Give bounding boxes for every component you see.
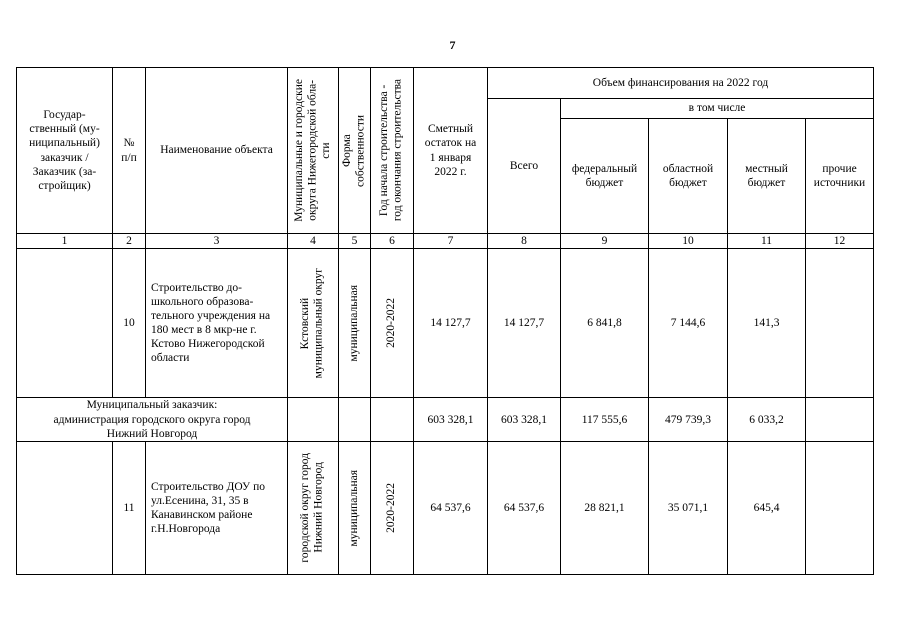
header-funding-title: Объем финансирования на 2022 год — [488, 68, 874, 99]
row-object-name: Строительство ДОУ по ул.Есенина, 31, 35 в Канавинском районе г.Н.Новгорода — [146, 442, 288, 575]
row-estimate: 64 537,6 — [414, 442, 488, 575]
row-ownership: муниципальная — [339, 249, 371, 398]
table-row — [17, 249, 874, 398]
header-regional: областной бюджет — [649, 119, 728, 234]
header-including: в том числе — [561, 99, 874, 119]
row-number: 11 — [113, 442, 146, 575]
financing-table — [16, 67, 874, 575]
row-regional: 35 071,1 — [649, 442, 728, 575]
header-object-name: Наименование объекта — [146, 68, 288, 234]
column-number: 2 — [113, 234, 146, 249]
header-total: Всего — [488, 99, 561, 234]
row-years: 2020-2022 — [371, 442, 414, 575]
row-total: 64 537,6 — [488, 442, 561, 575]
subtotal-regional: 479 739,3 — [649, 398, 728, 442]
subtotal-empty — [288, 398, 339, 442]
row-federal: 6 841,8 — [561, 249, 649, 398]
row-municipality: Кстовский муниципальный округ — [288, 249, 339, 398]
header-local: местный бюджет — [728, 119, 806, 234]
column-number: 11 — [728, 234, 806, 249]
column-number: 7 — [414, 234, 488, 249]
row-total: 14 127,7 — [488, 249, 561, 398]
header-federal: федеральный бюджет — [561, 119, 649, 234]
column-number: 6 — [371, 234, 414, 249]
subtotal-total: 603 328,1 — [488, 398, 561, 442]
column-numbers-row — [17, 234, 874, 249]
column-number: 9 — [561, 234, 649, 249]
column-number: 5 — [339, 234, 371, 249]
row-ownership: муниципальная — [339, 442, 371, 575]
row-other — [806, 249, 874, 398]
header-ownership: Форма собственности — [339, 68, 371, 234]
header-customer: Государ- ственный (му- ниципальный) заказчик / Заказчик (за- стройщик) — [17, 68, 113, 234]
column-number: 8 — [488, 234, 561, 249]
header-years: Год начала строительства - год окончания строительства — [371, 68, 414, 234]
header-number: № п/п — [113, 68, 146, 234]
row-number: 10 — [113, 249, 146, 398]
row-local: 645,4 — [728, 442, 806, 575]
page-number: 7 — [449, 38, 456, 52]
subtotal-row — [17, 398, 874, 442]
subtotal-empty — [339, 398, 371, 442]
row-customer — [17, 249, 113, 398]
row-object-name: Строительство до- школьного образова- тельного учреждения на 180 мест в 8 мкр-не г. Кстово Нижегородской области — [146, 249, 288, 398]
row-regional: 7 144,6 — [649, 249, 728, 398]
row-years: 2020-2022 — [371, 249, 414, 398]
column-number: 3 — [146, 234, 288, 249]
subtotal-estimate: 603 328,1 — [414, 398, 488, 442]
column-number: 10 — [649, 234, 728, 249]
subtotal-label: Муниципальный заказчик: администрация городского округа город Нижний Новгород — [17, 398, 288, 442]
subtotal-local: 6 033,2 — [728, 398, 806, 442]
subtotal-empty — [371, 398, 414, 442]
subtotal-federal: 117 555,6 — [561, 398, 649, 442]
column-number: 12 — [806, 234, 874, 249]
header-other: прочие источники — [806, 119, 874, 234]
row-other — [806, 442, 874, 575]
column-number: 1 — [17, 234, 113, 249]
subtotal-other — [806, 398, 874, 442]
row-municipality: городской округ город Нижний Новгород — [288, 442, 339, 575]
header-estimate: Сметный остаток на 1 января 2022 г. — [414, 68, 488, 234]
row-estimate: 14 127,7 — [414, 249, 488, 398]
column-number: 4 — [288, 234, 339, 249]
row-local: 141,3 — [728, 249, 806, 398]
header-municipality: Муниципальные и городские округа Нижегородской обла- сти — [288, 68, 339, 234]
row-federal: 28 821,1 — [561, 442, 649, 575]
table-row — [17, 442, 874, 575]
row-customer — [17, 442, 113, 575]
